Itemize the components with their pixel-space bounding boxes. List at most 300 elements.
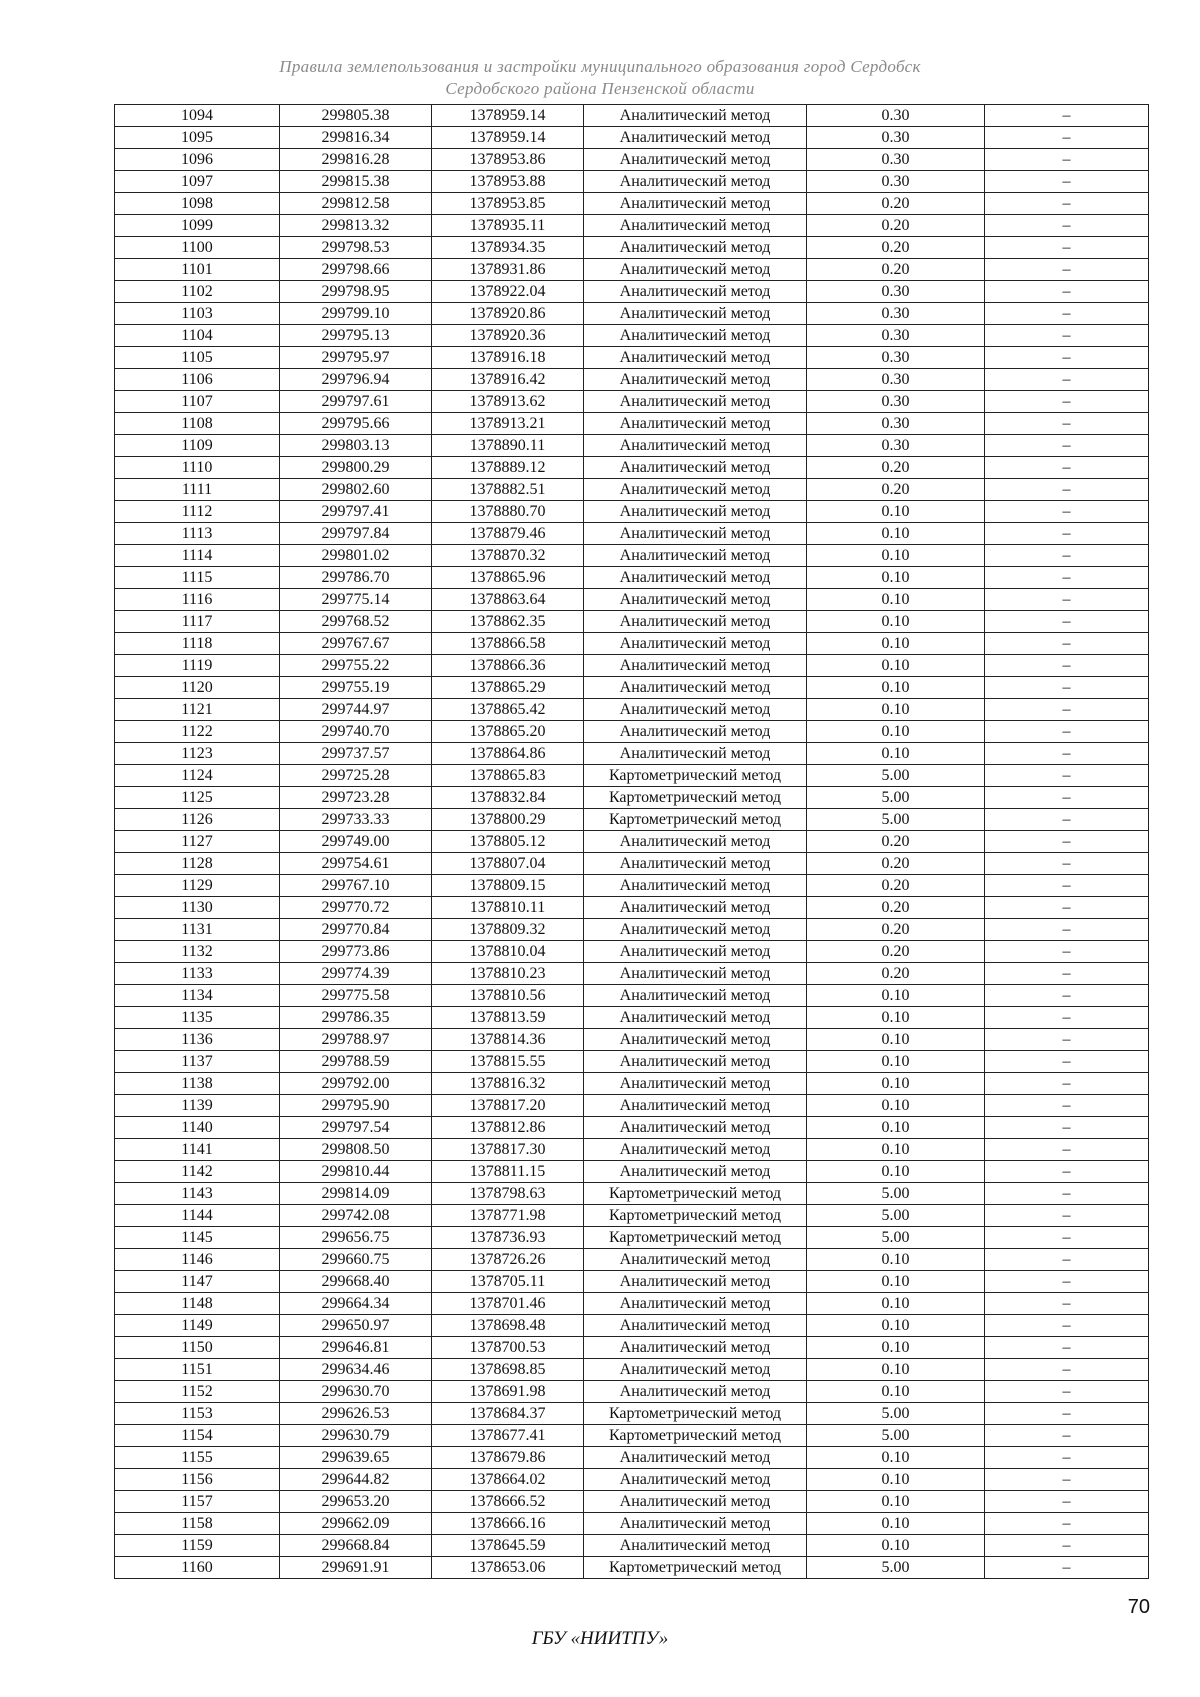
table-row [115,1161,1149,1183]
note-cell: – [985,545,1149,567]
note-cell: – [985,919,1149,941]
table-row [115,743,1149,765]
table-row [115,303,1149,325]
method-cell: Аналитический метод [584,677,807,699]
x-coordinate-cell: 299656.75 [280,1227,432,1249]
y-coordinate-cell: 1378913.21 [432,413,584,435]
table-row [115,567,1149,589]
point-number-cell: 1151 [115,1359,280,1381]
method-cell: Аналитический метод [584,1381,807,1403]
y-coordinate-cell: 1378726.26 [432,1249,584,1271]
accuracy-cell: 0.10 [807,677,985,699]
note-cell: – [985,721,1149,743]
accuracy-cell: 0.10 [807,1271,985,1293]
note-cell: – [985,1139,1149,1161]
point-number-cell: 1096 [115,149,280,171]
y-coordinate-cell: 1378810.23 [432,963,584,985]
x-coordinate-cell: 299803.13 [280,435,432,457]
accuracy-cell: 0.10 [807,743,985,765]
accuracy-cell: 0.10 [807,567,985,589]
method-cell: Аналитический метод [584,1491,807,1513]
accuracy-cell: 0.20 [807,193,985,215]
method-cell: Аналитический метод [584,567,807,589]
accuracy-cell: 0.20 [807,479,985,501]
x-coordinate-cell: 299723.28 [280,787,432,809]
y-coordinate-cell: 1378865.83 [432,765,584,787]
x-coordinate-cell: 299744.97 [280,699,432,721]
point-number-cell: 1155 [115,1447,280,1469]
page-number: 70 [1127,1596,1150,1618]
method-cell: Картометрический метод [584,1557,807,1579]
header-line-2: Сердобского района Пензенской области [445,79,755,98]
accuracy-cell: 0.30 [807,281,985,303]
table-row [115,1315,1149,1337]
x-coordinate-cell: 299788.97 [280,1029,432,1051]
accuracy-cell: 0.10 [807,1029,985,1051]
accuracy-cell: 0.20 [807,897,985,919]
x-coordinate-cell: 299653.20 [280,1491,432,1513]
method-cell: Аналитический метод [584,479,807,501]
note-cell: – [985,523,1149,545]
x-coordinate-cell: 299796.94 [280,369,432,391]
point-number-cell: 1131 [115,919,280,941]
table-row [115,457,1149,479]
method-cell: Картометрический метод [584,765,807,787]
accuracy-cell: 0.20 [807,853,985,875]
note-cell: – [985,589,1149,611]
point-number-cell: 1106 [115,369,280,391]
table-row [115,413,1149,435]
x-coordinate-cell: 299786.35 [280,1007,432,1029]
accuracy-cell: 0.10 [807,655,985,677]
y-coordinate-cell: 1378810.04 [432,941,584,963]
method-cell: Аналитический метод [584,501,807,523]
table-row [115,435,1149,457]
accuracy-cell: 0.20 [807,831,985,853]
note-cell: – [985,875,1149,897]
note-cell: – [985,237,1149,259]
table-row [115,765,1149,787]
accuracy-cell: 0.20 [807,919,985,941]
accuracy-cell: 0.10 [807,1117,985,1139]
point-number-cell: 1105 [115,347,280,369]
x-coordinate-cell: 299775.58 [280,985,432,1007]
y-coordinate-cell: 1378832.84 [432,787,584,809]
x-coordinate-cell: 299774.39 [280,963,432,985]
point-number-cell: 1152 [115,1381,280,1403]
note-cell: – [985,963,1149,985]
accuracy-cell: 5.00 [807,1403,985,1425]
y-coordinate-cell: 1378866.36 [432,655,584,677]
x-coordinate-cell: 299740.70 [280,721,432,743]
note-cell: – [985,391,1149,413]
y-coordinate-cell: 1378862.35 [432,611,584,633]
note-cell: – [985,1381,1149,1403]
method-cell: Аналитический метод [584,105,807,127]
note-cell: – [985,1073,1149,1095]
accuracy-cell: 5.00 [807,1205,985,1227]
y-coordinate-cell: 1378934.35 [432,237,584,259]
y-coordinate-cell: 1378698.85 [432,1359,584,1381]
note-cell: – [985,743,1149,765]
x-coordinate-cell: 299815.38 [280,171,432,193]
table-row [115,1095,1149,1117]
y-coordinate-cell: 1378879.46 [432,523,584,545]
y-coordinate-cell: 1378701.46 [432,1293,584,1315]
accuracy-cell: 0.10 [807,1491,985,1513]
note-cell: – [985,1051,1149,1073]
method-cell: Картометрический метод [584,787,807,809]
x-coordinate-cell: 299755.22 [280,655,432,677]
x-coordinate-cell: 299808.50 [280,1139,432,1161]
point-number-cell: 1130 [115,897,280,919]
accuracy-cell: 0.20 [807,941,985,963]
table-row [115,325,1149,347]
y-coordinate-cell: 1378805.12 [432,831,584,853]
y-coordinate-cell: 1378771.98 [432,1205,584,1227]
table-row [115,1139,1149,1161]
point-number-cell: 1132 [115,941,280,963]
y-coordinate-cell: 1378691.98 [432,1381,584,1403]
accuracy-cell: 0.10 [807,633,985,655]
method-cell: Аналитический метод [584,1447,807,1469]
y-coordinate-cell: 1378865.42 [432,699,584,721]
method-cell: Аналитический метод [584,259,807,281]
accuracy-cell: 0.10 [807,1469,985,1491]
y-coordinate-cell: 1378645.59 [432,1535,584,1557]
y-coordinate-cell: 1378935.11 [432,215,584,237]
accuracy-cell: 0.30 [807,369,985,391]
note-cell: – [985,215,1149,237]
x-coordinate-cell: 299754.61 [280,853,432,875]
method-cell: Аналитический метод [584,193,807,215]
method-cell: Аналитический метод [584,523,807,545]
note-cell: – [985,787,1149,809]
table-row [115,1073,1149,1095]
accuracy-cell: 5.00 [807,1227,985,1249]
method-cell: Аналитический метод [584,127,807,149]
y-coordinate-cell: 1378666.16 [432,1513,584,1535]
table-row [115,985,1149,1007]
table-row [115,721,1149,743]
table-row [115,1293,1149,1315]
x-coordinate-cell: 299755.19 [280,677,432,699]
y-coordinate-cell: 1378889.12 [432,457,584,479]
note-cell: – [985,765,1149,787]
x-coordinate-cell: 299795.90 [280,1095,432,1117]
coordinates-table-container [114,104,1148,1579]
method-cell: Аналитический метод [584,435,807,457]
y-coordinate-cell: 1378810.56 [432,985,584,1007]
note-cell: – [985,1271,1149,1293]
accuracy-cell: 0.30 [807,127,985,149]
y-coordinate-cell: 1378959.14 [432,105,584,127]
point-number-cell: 1137 [115,1051,280,1073]
document-footer: ГБУ «НИИТПУ» [531,1628,669,1649]
x-coordinate-cell: 299662.09 [280,1513,432,1535]
note-cell: – [985,1249,1149,1271]
method-cell: Аналитический метод [584,1469,807,1491]
x-coordinate-cell: 299668.84 [280,1535,432,1557]
accuracy-cell: 0.20 [807,457,985,479]
y-coordinate-cell: 1378653.06 [432,1557,584,1579]
x-coordinate-cell: 299749.00 [280,831,432,853]
method-cell: Аналитический метод [584,1073,807,1095]
y-coordinate-cell: 1378931.86 [432,259,584,281]
table-row [115,1337,1149,1359]
y-coordinate-cell: 1378920.36 [432,325,584,347]
method-cell: Картометрический метод [584,1403,807,1425]
table-row [115,963,1149,985]
table-row [115,1469,1149,1491]
note-cell: – [985,413,1149,435]
y-coordinate-cell: 1378700.53 [432,1337,584,1359]
method-cell: Аналитический метод [584,699,807,721]
point-number-cell: 1116 [115,589,280,611]
note-cell: – [985,655,1149,677]
note-cell: – [985,809,1149,831]
y-coordinate-cell: 1378807.04 [432,853,584,875]
note-cell: – [985,435,1149,457]
point-number-cell: 1110 [115,457,280,479]
method-cell: Аналитический метод [584,655,807,677]
method-cell: Аналитический метод [584,347,807,369]
note-cell: – [985,193,1149,215]
table-row [115,1227,1149,1249]
method-cell: Аналитический метод [584,1337,807,1359]
method-cell: Аналитический метод [584,325,807,347]
accuracy-cell: 0.30 [807,347,985,369]
method-cell: Аналитический метод [584,1051,807,1073]
table-row [115,193,1149,215]
table-row [115,1513,1149,1535]
note-cell: – [985,1315,1149,1337]
note-cell: – [985,501,1149,523]
note-cell: – [985,633,1149,655]
x-coordinate-cell: 299797.41 [280,501,432,523]
method-cell: Аналитический метод [584,743,807,765]
table-row [115,677,1149,699]
point-number-cell: 1134 [115,985,280,1007]
x-coordinate-cell: 299742.08 [280,1205,432,1227]
table-row [115,787,1149,809]
y-coordinate-cell: 1378880.70 [432,501,584,523]
x-coordinate-cell: 299800.29 [280,457,432,479]
point-number-cell: 1095 [115,127,280,149]
point-number-cell: 1144 [115,1205,280,1227]
point-number-cell: 1115 [115,567,280,589]
x-coordinate-cell: 299799.10 [280,303,432,325]
table-row [115,1535,1149,1557]
method-cell: Аналитический метод [584,897,807,919]
x-coordinate-cell: 299814.09 [280,1183,432,1205]
note-cell: – [985,897,1149,919]
y-coordinate-cell: 1378811.15 [432,1161,584,1183]
y-coordinate-cell: 1378913.62 [432,391,584,413]
accuracy-cell: 0.10 [807,699,985,721]
note-cell: – [985,853,1149,875]
x-coordinate-cell: 299626.53 [280,1403,432,1425]
accuracy-cell: 0.20 [807,237,985,259]
y-coordinate-cell: 1378679.86 [432,1447,584,1469]
table-row [115,1205,1149,1227]
coordinates-table [114,104,1149,1579]
x-coordinate-cell: 299810.44 [280,1161,432,1183]
x-coordinate-cell: 299770.72 [280,897,432,919]
accuracy-cell: 0.30 [807,303,985,325]
y-coordinate-cell: 1378817.20 [432,1095,584,1117]
table-row [115,1183,1149,1205]
x-coordinate-cell: 299816.34 [280,127,432,149]
point-number-cell: 1160 [115,1557,280,1579]
accuracy-cell: 0.10 [807,721,985,743]
table-row [115,853,1149,875]
accuracy-cell: 0.30 [807,435,985,457]
point-number-cell: 1099 [115,215,280,237]
y-coordinate-cell: 1378922.04 [432,281,584,303]
method-cell: Аналитический метод [584,215,807,237]
accuracy-cell: 0.10 [807,1513,985,1535]
accuracy-cell: 5.00 [807,787,985,809]
method-cell: Аналитический метод [584,919,807,941]
note-cell: – [985,1513,1149,1535]
table-row [115,545,1149,567]
point-number-cell: 1141 [115,1139,280,1161]
table-row [115,1007,1149,1029]
accuracy-cell: 0.20 [807,259,985,281]
method-cell: Аналитический метод [584,1315,807,1337]
note-cell: – [985,1117,1149,1139]
method-cell: Картометрический метод [584,1227,807,1249]
note-cell: – [985,677,1149,699]
note-cell: – [985,1293,1149,1315]
y-coordinate-cell: 1378916.18 [432,347,584,369]
y-coordinate-cell: 1378800.29 [432,809,584,831]
note-cell: – [985,1007,1149,1029]
point-number-cell: 1136 [115,1029,280,1051]
y-coordinate-cell: 1378815.55 [432,1051,584,1073]
point-number-cell: 1121 [115,699,280,721]
note-cell: – [985,259,1149,281]
note-cell: – [985,1535,1149,1557]
document-header [0,56,1200,100]
table-row [115,237,1149,259]
table-row [115,1051,1149,1073]
accuracy-cell: 0.10 [807,1381,985,1403]
point-number-cell: 1159 [115,1535,280,1557]
table-row [115,127,1149,149]
accuracy-cell: 0.10 [807,589,985,611]
x-coordinate-cell: 299798.66 [280,259,432,281]
accuracy-cell: 0.10 [807,611,985,633]
y-coordinate-cell: 1378865.29 [432,677,584,699]
x-coordinate-cell: 299797.54 [280,1117,432,1139]
accuracy-cell: 0.10 [807,1447,985,1469]
point-number-cell: 1138 [115,1073,280,1095]
method-cell: Аналитический метод [584,941,807,963]
y-coordinate-cell: 1378810.11 [432,897,584,919]
method-cell: Аналитический метод [584,985,807,1007]
x-coordinate-cell: 299786.70 [280,567,432,589]
x-coordinate-cell: 299650.97 [280,1315,432,1337]
x-coordinate-cell: 299630.70 [280,1381,432,1403]
y-coordinate-cell: 1378863.64 [432,589,584,611]
method-cell: Аналитический метод [584,1007,807,1029]
y-coordinate-cell: 1378890.11 [432,435,584,457]
x-coordinate-cell: 299812.58 [280,193,432,215]
y-coordinate-cell: 1378953.88 [432,171,584,193]
accuracy-cell: 0.10 [807,1535,985,1557]
table-row [115,611,1149,633]
method-cell: Аналитический метод [584,457,807,479]
point-number-cell: 1158 [115,1513,280,1535]
method-cell: Картометрический метод [584,1205,807,1227]
y-coordinate-cell: 1378812.86 [432,1117,584,1139]
y-coordinate-cell: 1378813.59 [432,1007,584,1029]
y-coordinate-cell: 1378953.85 [432,193,584,215]
method-cell: Аналитический метод [584,611,807,633]
table-row [115,831,1149,853]
note-cell: – [985,1029,1149,1051]
x-coordinate-cell: 299775.14 [280,589,432,611]
table-row [115,699,1149,721]
accuracy-cell: 0.10 [807,1315,985,1337]
accuracy-cell: 0.10 [807,501,985,523]
point-number-cell: 1128 [115,853,280,875]
x-coordinate-cell: 299630.79 [280,1425,432,1447]
x-coordinate-cell: 299813.32 [280,215,432,237]
coordinates-table-body [115,105,1149,1579]
x-coordinate-cell: 299770.84 [280,919,432,941]
note-cell: – [985,1403,1149,1425]
x-coordinate-cell: 299664.34 [280,1293,432,1315]
table-row [115,391,1149,413]
point-number-cell: 1119 [115,655,280,677]
accuracy-cell: 0.30 [807,413,985,435]
point-number-cell: 1127 [115,831,280,853]
x-coordinate-cell: 299733.33 [280,809,432,831]
x-coordinate-cell: 299768.52 [280,611,432,633]
method-cell: Аналитический метод [584,589,807,611]
method-cell: Аналитический метод [584,1359,807,1381]
table-row [115,1403,1149,1425]
table-row [115,633,1149,655]
table-row [115,479,1149,501]
note-cell: – [985,1183,1149,1205]
point-number-cell: 1125 [115,787,280,809]
note-cell: – [985,105,1149,127]
point-number-cell: 1145 [115,1227,280,1249]
table-row [115,149,1149,171]
note-cell: – [985,1425,1149,1447]
method-cell: Аналитический метод [584,1139,807,1161]
y-coordinate-cell: 1378809.15 [432,875,584,897]
method-cell: Аналитический метод [584,1513,807,1535]
note-cell: – [985,281,1149,303]
note-cell: – [985,1205,1149,1227]
note-cell: – [985,325,1149,347]
accuracy-cell: 0.10 [807,1051,985,1073]
point-number-cell: 1156 [115,1469,280,1491]
accuracy-cell: 5.00 [807,1183,985,1205]
note-cell: – [985,1227,1149,1249]
point-number-cell: 1112 [115,501,280,523]
table-row [115,369,1149,391]
accuracy-cell: 5.00 [807,765,985,787]
note-cell: – [985,149,1149,171]
x-coordinate-cell: 299639.65 [280,1447,432,1469]
table-row [115,941,1149,963]
